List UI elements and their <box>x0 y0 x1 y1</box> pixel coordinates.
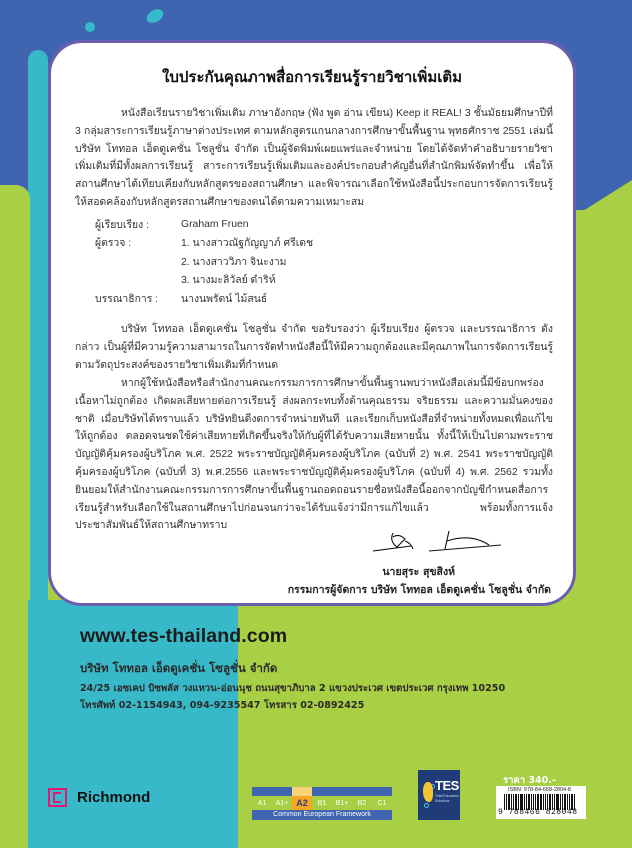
cefr-bar <box>252 787 392 796</box>
credit-label: ผู้เรียบเรียง : <box>95 219 149 231</box>
cefr-levels <box>252 796 392 810</box>
cefr-segment-active <box>292 787 312 796</box>
cefr-level-active: A2 <box>292 796 312 810</box>
credit-value: 2. นางสาววิภา จินะงาม <box>181 256 287 268</box>
cefr-level: B1 <box>317 799 327 807</box>
cefr-level: B1+ <box>335 799 349 807</box>
company-name: บริษัท โททอล เอ็ดดูเคชั่น โซลูชั่น จำกัด <box>80 661 278 675</box>
intro-paragraph <box>75 105 553 212</box>
credit-value: Graham Fruen <box>181 218 249 230</box>
cefr-segment <box>372 787 392 796</box>
credit-value: 3. นางมะลิวัลย์ ดำริห์ <box>181 275 276 287</box>
tes-subtitle: Total Education Solutions <box>435 794 459 803</box>
cefr-level: B2 <box>357 799 367 807</box>
tes-figure-icon <box>423 782 433 802</box>
tes-wordmark: TES <box>435 778 459 793</box>
credits-list <box>95 215 313 308</box>
cefr-segment <box>272 787 292 796</box>
credit-label: ผู้ตรวจ : <box>95 238 132 250</box>
cefr-segment <box>312 787 332 796</box>
quality-certificate-card <box>48 40 576 606</box>
credit-row <box>95 252 313 271</box>
company-contact: โทรศัพท์ 02-1154943, 094-9235547 โทรสาร 02-0892425 <box>80 700 365 711</box>
background-teal-strip <box>28 50 48 610</box>
background-green-wedge <box>575 180 632 216</box>
company-address: 24/25 เอซเคป บิซพลัส วงแหวน-อ่อนนุช ถนนสุขาภิบาล 2 แขวงประเวศ เขตประเวศ กรุงเทพ 10250 <box>80 683 506 694</box>
cefr-segment <box>252 787 272 796</box>
credit-row <box>95 215 313 234</box>
background-green-left <box>0 185 30 848</box>
signer-name: นายสุระ สุขสิงห์ <box>382 566 455 578</box>
liability-paragraph <box>75 375 553 535</box>
richmond-wordmark: Richmond <box>77 789 151 806</box>
isbn-text: ISBN: 978-84-668-2804-8 <box>508 787 571 793</box>
cefr-level: A1+ <box>275 799 289 807</box>
cefr-level-indicator <box>252 787 392 820</box>
cefr-segment <box>352 787 372 796</box>
isbn-barcode <box>496 786 586 819</box>
signature-image <box>371 527 531 557</box>
cefr-level: C1 <box>377 799 387 807</box>
price-label: ราคา 340.- <box>503 775 556 786</box>
credit-label: บรรณาธิการ : <box>95 293 159 305</box>
certify-text: บริษัท โททอล เอ็ดดูเคชั่น โซลูชั่น จำกัด ขอรับรองว่า ผู้เรียบเรียง ผู้ตรวจ และบรรณาธิการ ดังกล่าว เป็นผู้ที่มีความรู้ความสามารถในการจัดทำหนังสือนี้ให้มีความถูกต้องและมีคุณภาพในการจัดการเรียนรู้ตามวัตถุประสงค์ของรายวิชาเพิ่มเติมที่กำหนด <box>75 324 553 371</box>
cefr-segment <box>332 787 352 796</box>
signer-title: กรรมการผู้จัดการ บริษัท โททอล เอ็ดดูเคชั่น โซลูชั่น จำกัด <box>287 584 551 596</box>
website-link[interactable]: www.tes-thailand.com <box>80 625 288 647</box>
intro-text: หนังสือเรียนรายวิชาเพิ่มเติม ภาษาอังกฤษ (ฟัง พูด อ่าน เขียน) Keep it REAL! 3 ชั้นมัธยมศึกษาปีที่ 3 กลุ่มสาระการเรียนรู้ภาษาต่างประเทศ ตามหลักสูตรแกนกลางการศึกษาขั้นพื้นฐาน พุทธศักราช 2551 เล่มนี้ บริษัท โททอล เอ็ดดูเคชั่น โซลูชั่น จำกัด เป็นผู้จัดพิมพ์เผยแพร่และจำหน่าย โดยได้จัดทำคำอธิบายรายวิชาเพิ่มเติมที่มีทั้งผลการเรียนรู้ สาระการเรียนรู้เพิ่มเติมและองค์ประกอบสำคัญอื่นที่สำนักพิมพ์จัดทำขึ้น เพื่อให้สถานศึกษาได้เทียบเคียงกับหลักสูตรของสถานศึกษา และพิจารณาเลือกใช้หนังสือนี้ประกอบการจัดการเรียนรู้ ให้สอดคล้องกับหลักสูตรสถานศึกษาของตนได้ตามความเหมาะสม <box>75 108 553 208</box>
credit-row <box>95 271 313 290</box>
richmond-logo <box>48 788 150 807</box>
cefr-caption: Common European Framework <box>252 810 392 820</box>
credit-value: นางนพรัตน์ ไม้สนธ์ <box>181 293 268 305</box>
credit-value: 1. นางสาวณัฐกัญญาภ์ ศรีเดช <box>181 238 314 250</box>
cefr-level: A1 <box>257 799 267 807</box>
richmond-r-icon <box>48 788 67 807</box>
certify-paragraph <box>75 321 553 374</box>
background-green-right <box>575 212 632 632</box>
certificate-title: ใบประกันคุณภาพสื่อการเรียนรู้รายวิชาเพิ่มเติม <box>162 68 462 86</box>
credit-row <box>95 234 313 253</box>
splash-drop <box>85 22 95 32</box>
barcode-digits: 9 788466 828048 <box>498 808 578 817</box>
tes-logo <box>418 770 460 820</box>
liability-text: หากผู้ใช้หนังสือหรือสำนักงานคณะกรรมการการศึกษาขั้นพื้นฐานพบว่าหนังสือเล่มนี้มีข้อบกพร่อง เนื้อหาไม่ถูกต้อง เกิดผลเสียหายต่อการเรียนรู้ ส่งผลกระทบทั้งด้านคุณธรรม จริยธรรม และความมั่นคงของชาติ เมื่อบริษัทได้ทราบแล้ว บริษัทยินดีงดการจำหน่ายทันที และเรียกเก็บหนังสือที่จำหน่ายทั้งหมดเพื่อแก้ไขให้ถูกต้อง ตลอดจนชดใช้ค่าเสียหายที่เกิดขึ้นจริงให้กับผู้ที่ได้รับความเสียหายนั้น ทั้งนี้ให้เป็นไปตามพระราชบัญญัติคุ้มครองผู้บริโภค พ.ศ. 2522 พระราชบัญญัติคุ้มครองผู้บริโภค (ฉบับที่ 2) พ.ศ. 2541 พระราชบัญญัติคุ้มครองผู้บริโภค (ฉบับที่ 3) พ.ศ.2556 และพระราชบัญญัติคุ้มครองผู้บริโภค (ฉบับที่ 4) พ.ศ. 2562 รวมทั้งยินยอมให้สำนักงานคณะกรรมการการศึกษาขั้นพื้นฐานถอดถอนรายชื่อหนังสือนี้ออกจากบัญชีกำหนดสื่อการเรียนรู้สำหรับเลือกใช้ในสถานศึกษาไปก่อนจนกว่าจะได้รับแจ้งว่ามีการแก้ไขแล้ว พร้อมทั้งการแจ้งประชาสัมพันธ์ให้สถานศึกษาทราบ <box>75 378 553 532</box>
credit-row <box>95 289 313 308</box>
